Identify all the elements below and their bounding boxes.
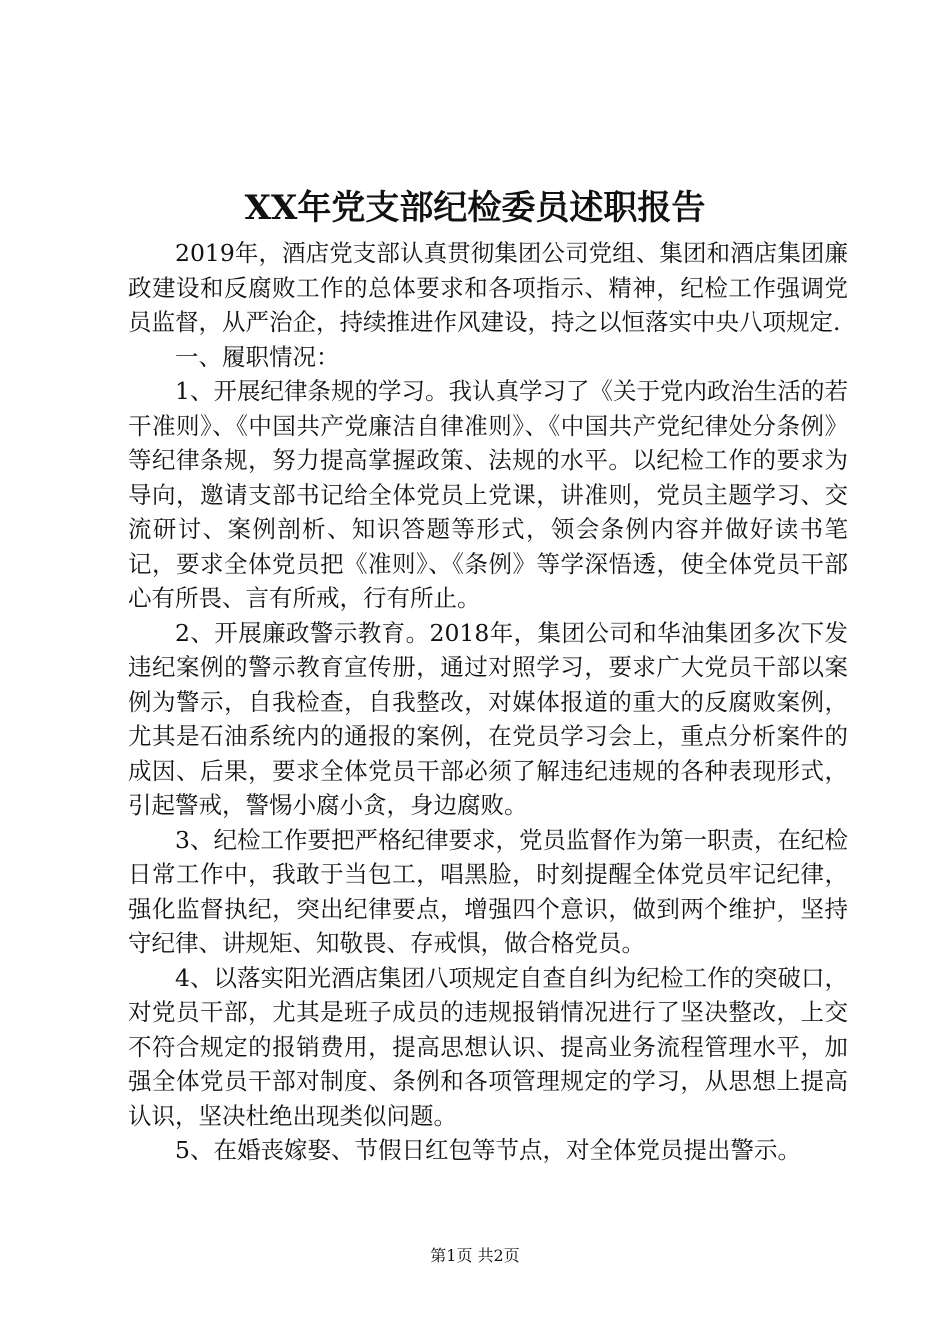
paragraph-item-1: 1、开展纪律条规的学习。我认真学习了《关于党内政治生活的若干准则》、《中国共产党廉洁自律准则》、《中国共产党纪律处分条例》等纪律条规，努力提高掌握政策、法规的水平。以纪检工作的要求为导向，邀请支部书记给全体党员上党课，讲准则，党员主题学习、交流研讨、案例剖析、知识答题等形式，领会条例内容并做好读书笔记，要求全体党员把《准则》、《条例》等学深悟透，使全体党员干部心有所畏、言有所戒，行有所止。 [128,377,848,612]
page-footer: 第1页 共2页 [430,1246,520,1265]
paragraph-item-4: 4、以落实阳光酒店集团八项规定自查自纠为纪检工作的突破口，对党员干部，尤其是班子成员的违规报销情况进行了坚决整改，上交不符合规定的报销费用，提高思想认识、提高业务流程管理水平，加强全体党员干部对制度、条例和各项管理规定的学习，从思想上提高认识，坚决杜绝出现类似问题。 [128,963,848,1130]
paragraph-item-2: 2、开展廉政警示教育。2018年，集团公司和华油集团多次下发违纪案例的警示教育宣传册，通过对照学习，要求广大党员干部以案例为警示，自我检查，自我整改，对媒体报道的重大的反腐败案例，尤其是石油系统内的通报的案例，在党员学习会上，重点分析案件的成因、后果，要求全体党员干部必须了解违纪违规的各种表现形式，引起警戒，警惕小腐小贪，身边腐败。 [128,618,848,819]
paragraph-intro: 2019年，酒店党支部认真贯彻集团公司党组、集团和酒店集团廉政建设和反腐败工作的总体要求和各项指示、精神，纪检工作强调党员监督，从严治企，持续推进作风建设，持之以恒落实中央八项规定. [128,239,848,336]
paragraph-item-3: 3、纪检工作要把严格纪律要求，党员监督作为第一职责，在纪检日常工作中，我敢于当包工，唱黑脸，时刻提醒全体党员牢记纪律，强化监督执纪，突出纪律要点，增强四个意识，做到两个维护，坚持守纪律、讲规矩、知敬畏、存戒惧，做合格党员。 [128,825,848,957]
document-title: XX年党支部纪检委员述职报告 [244,188,706,228]
paragraph-item-5: 5、在婚丧嫁娶、节假日红包等节点，对全体党员提出警示。 [175,1136,801,1164]
document-body [128,236,848,1168]
section-heading: 一、履职情况： [175,342,340,371]
